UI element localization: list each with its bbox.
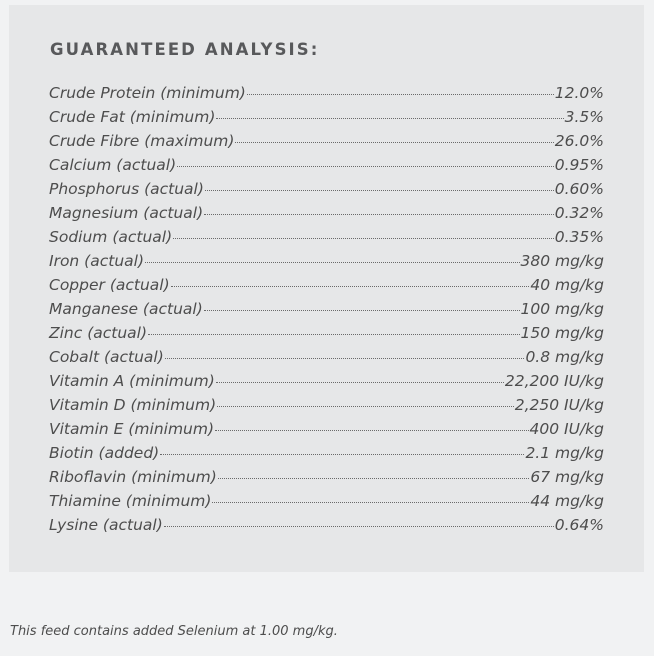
nutrient-value: 0.35% (554, 228, 604, 246)
analysis-row (49, 132, 604, 156)
nutrient-label: Cobalt (actual) (49, 348, 164, 366)
analysis-row (49, 348, 604, 372)
dot-leader (204, 310, 520, 311)
dot-leader (216, 382, 504, 383)
dot-leader (212, 502, 529, 503)
nutrient-value: 150 mg/kg (520, 324, 604, 342)
nutrient-label: Magnesium (actual) (49, 204, 204, 222)
nutrient-value: 0.64% (554, 516, 604, 534)
dot-leader (173, 238, 554, 239)
analysis-row (49, 276, 604, 300)
nutrient-value: 22,200 IU/kg (504, 372, 604, 390)
dot-leader (205, 190, 554, 191)
dot-leader (160, 454, 524, 455)
dot-leader (235, 142, 553, 143)
dot-leader (171, 286, 530, 287)
nutrient-value: 44 mg/kg (530, 492, 604, 510)
dot-leader (204, 214, 554, 215)
analysis-row (49, 516, 604, 540)
nutrient-label: Crude Protein (minimum) (49, 84, 246, 102)
nutrient-label: Lysine (actual) (49, 516, 163, 534)
dot-leader (165, 358, 525, 359)
nutrient-label: Zinc (actual) (49, 324, 148, 342)
analysis-row (49, 228, 604, 252)
dot-leader (215, 430, 529, 431)
nutrient-label: Vitamin D (minimum) (49, 396, 217, 414)
nutrient-value: 0.60% (554, 180, 604, 198)
nutrient-value: 100 mg/kg (520, 300, 604, 318)
dot-leader (177, 166, 554, 167)
nutrient-value: 400 IU/kg (529, 420, 604, 438)
nutrient-label: Riboflavin (minimum) (49, 468, 217, 486)
nutrient-label: Crude Fibre (maximum) (49, 132, 235, 150)
nutrient-value: 0.8 mg/kg (525, 348, 604, 366)
analysis-row (49, 396, 604, 420)
analysis-row (49, 492, 604, 516)
nutrient-label: Iron (actual) (49, 252, 144, 270)
nutrient-label: Sodium (actual) (49, 228, 173, 246)
nutrient-value: 2,250 IU/kg (514, 396, 604, 414)
analysis-row (49, 108, 604, 132)
nutrient-label: Biotin (added) (49, 444, 160, 462)
nutrient-label: Vitamin E (minimum) (49, 420, 215, 438)
dot-leader (148, 334, 519, 335)
nutrient-value: 3.5% (564, 108, 604, 126)
analysis-row (49, 84, 604, 108)
nutrient-value: 26.0% (554, 132, 604, 150)
analysis-row (49, 204, 604, 228)
nutrient-label: Copper (actual) (49, 276, 170, 294)
nutrient-value: 0.32% (554, 204, 604, 222)
analysis-row (49, 468, 604, 492)
nutrient-value: 0.95% (554, 156, 604, 174)
guaranteed-analysis-panel (9, 5, 644, 572)
analysis-row (49, 156, 604, 180)
analysis-row (49, 180, 604, 204)
selenium-footnote: This feed contains added Selenium at 1.00 mg/kg. (10, 624, 338, 639)
dot-leader (218, 478, 530, 479)
nutrient-label: Vitamin A (minimum) (49, 372, 215, 390)
analysis-row (49, 300, 604, 324)
dot-leader (216, 118, 563, 119)
nutrient-value: 2.1 mg/kg (525, 444, 604, 462)
analysis-list (49, 84, 604, 540)
nutrient-label: Thiamine (minimum) (49, 492, 212, 510)
dot-leader (217, 406, 514, 407)
nutrient-value: 67 mg/kg (530, 468, 604, 486)
nutrient-label: Manganese (actual) (49, 300, 203, 318)
nutrient-label: Phosphorus (actual) (49, 180, 204, 198)
nutrient-label: Crude Fat (minimum) (49, 108, 216, 126)
analysis-row (49, 324, 604, 348)
analysis-row (49, 420, 604, 444)
analysis-row (49, 252, 604, 276)
panel-title: GUARANTEED ANALYSIS: (50, 40, 320, 59)
nutrient-label: Calcium (actual) (49, 156, 177, 174)
analysis-row (49, 372, 604, 396)
dot-leader (247, 94, 554, 95)
dot-leader (164, 526, 554, 527)
nutrient-value: 12.0% (554, 84, 604, 102)
analysis-row (49, 444, 604, 468)
nutrient-value: 380 mg/kg (520, 252, 604, 270)
nutrient-value: 40 mg/kg (530, 276, 604, 294)
dot-leader (145, 262, 520, 263)
